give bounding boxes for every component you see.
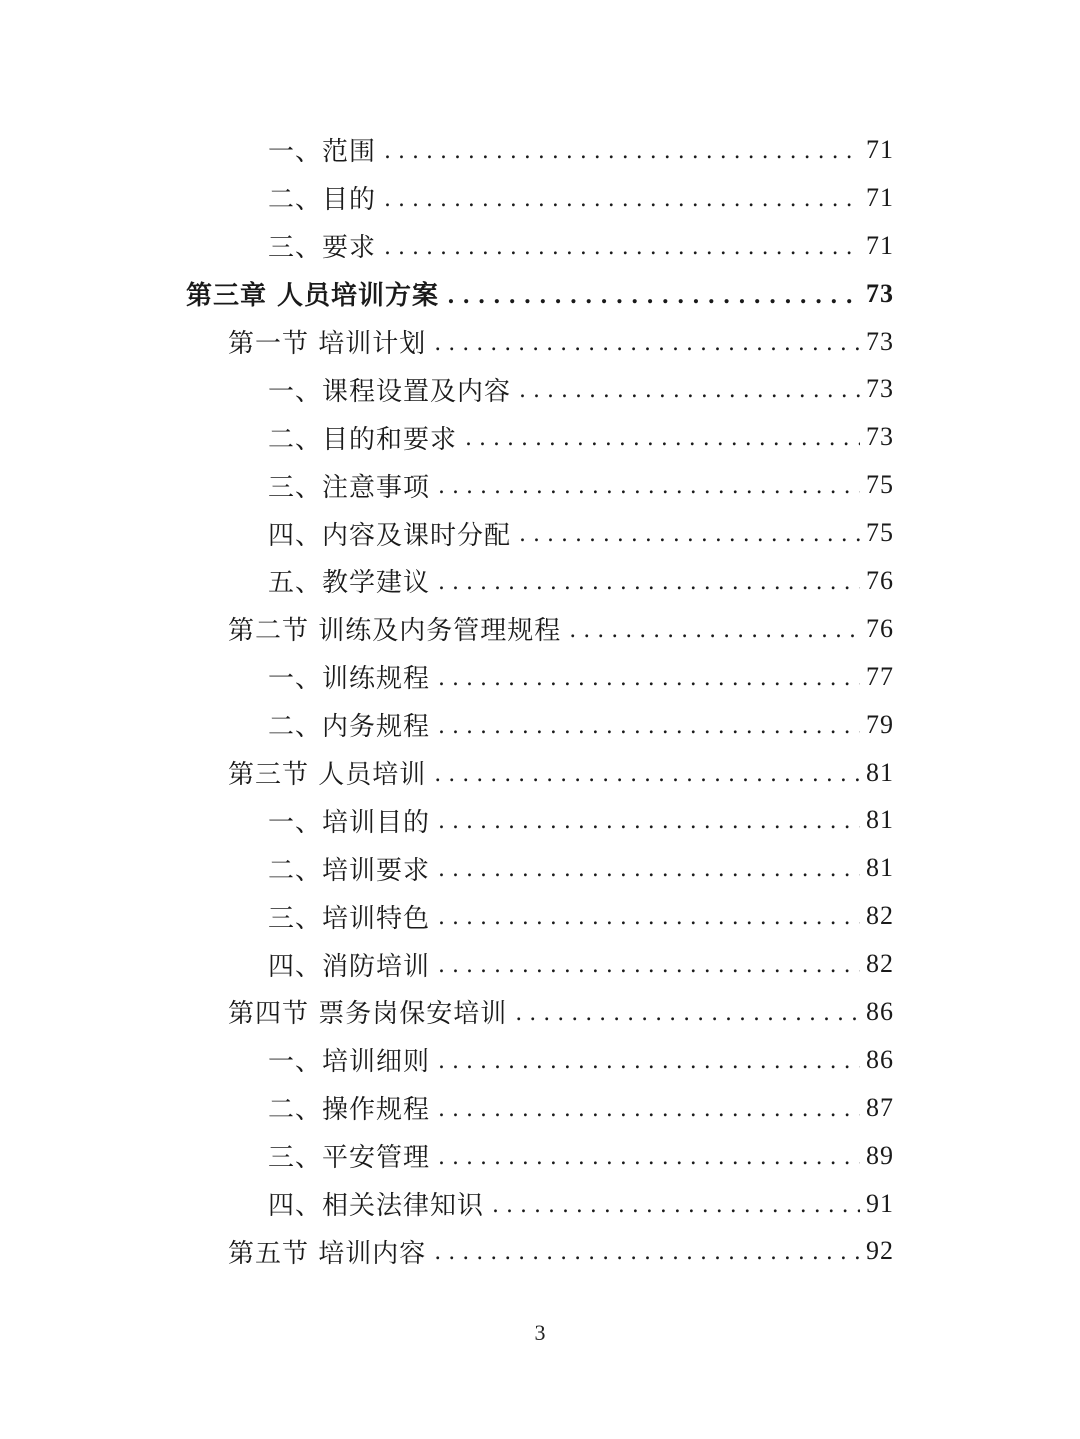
toc-entry-page-number: 91 <box>866 1188 894 1218</box>
toc-subsection-entry[interactable] <box>0 701 1080 749</box>
toc-entry-page-number: 75 <box>866 518 894 548</box>
toc-entry-title: 二、培训要求 <box>268 855 431 886</box>
toc-dot-leader <box>438 955 860 977</box>
toc-dot-leader <box>438 811 860 833</box>
toc-entry-page-number: 86 <box>866 1044 894 1074</box>
toc-subsection-entry[interactable] <box>0 557 1080 605</box>
toc-entry-page-number: 77 <box>866 661 894 691</box>
toc-dot-leader <box>438 859 860 881</box>
toc-dot-leader <box>384 141 860 163</box>
toc-entry-page-number: 92 <box>866 1236 894 1266</box>
toc-entry-title: 三、平安管理 <box>268 1143 431 1174</box>
toc-entry-title: 三、要求 <box>268 233 377 264</box>
toc-entry-title: 五、教学建议 <box>268 568 431 599</box>
toc-section-entry[interactable] <box>0 318 1080 366</box>
toc-subsection-entry[interactable] <box>0 653 1080 701</box>
toc-subsection-entry[interactable] <box>0 940 1080 988</box>
toc-entry-page-number: 73 <box>866 374 894 404</box>
toc-dot-leader <box>465 428 860 450</box>
toc-dot-leader <box>515 1003 860 1025</box>
toc-subsection-entry[interactable] <box>0 1084 1080 1132</box>
toc-section-entry[interactable] <box>0 605 1080 653</box>
toc-entry-page-number: 73 <box>866 278 894 308</box>
toc-dot-leader <box>438 1147 860 1169</box>
toc-entry-title: 二、目的和要求 <box>268 424 458 455</box>
toc-entry-title: 二、目的 <box>268 185 377 216</box>
toc-subsection-entry[interactable] <box>0 174 1080 222</box>
page-number: 3 <box>534 1320 546 1345</box>
toc-entry-page-number: 81 <box>866 757 894 787</box>
toc-entry-title: 四、相关法律知识 <box>268 1191 485 1222</box>
table-of-contents <box>0 126 1080 1275</box>
toc-entry-page-number: 75 <box>866 470 894 500</box>
toc-dot-leader <box>438 1099 860 1121</box>
toc-entry-title: 二、操作规程 <box>268 1095 431 1126</box>
toc-subsection-entry[interactable] <box>0 1180 1080 1228</box>
toc-entry-page-number: 71 <box>866 182 894 212</box>
toc-subsection-entry[interactable] <box>0 1132 1080 1180</box>
toc-entry-page-number: 76 <box>866 565 894 595</box>
toc-entry-page-number: 73 <box>866 326 894 356</box>
toc-dot-leader <box>492 1195 860 1217</box>
toc-entry-title: 第二节 训练及内务管理规程 <box>228 616 562 647</box>
toc-section-entry[interactable] <box>0 749 1080 797</box>
toc-subsection-entry[interactable] <box>0 1036 1080 1084</box>
toc-entry-title: 一、培训细则 <box>268 1047 431 1078</box>
toc-subsection-entry[interactable] <box>0 796 1080 844</box>
toc-entry-title: 一、培训目的 <box>268 807 431 838</box>
toc-entry-page-number: 71 <box>866 134 894 164</box>
toc-chapter-entry[interactable] <box>0 270 1080 318</box>
toc-entry-title: 一、课程设置及内容 <box>268 376 512 407</box>
toc-dot-leader <box>438 476 860 498</box>
toc-dot-leader <box>438 572 860 594</box>
toc-entry-title: 第四节 票务岗保安培训 <box>228 999 508 1030</box>
toc-subsection-entry[interactable] <box>0 892 1080 940</box>
toc-entry-page-number: 82 <box>866 901 894 931</box>
toc-entry-title: 第一节 培训计划 <box>228 329 427 359</box>
toc-entry-page-number: 87 <box>866 1092 894 1122</box>
toc-entry-page-number: 81 <box>866 853 894 883</box>
toc-section-entry[interactable] <box>0 988 1080 1036</box>
toc-subsection-entry[interactable] <box>0 844 1080 892</box>
toc-dot-leader <box>438 1051 860 1073</box>
toc-entry-title: 四、内容及课时分配 <box>268 520 512 551</box>
toc-entry-title: 三、培训特色 <box>268 903 431 934</box>
toc-entry-title: 一、范围 <box>268 137 377 168</box>
toc-subsection-entry[interactable] <box>0 461 1080 509</box>
toc-dot-leader <box>438 716 860 738</box>
toc-dot-leader <box>519 380 860 402</box>
toc-entry-page-number: 82 <box>866 949 894 979</box>
toc-entry-page-number: 79 <box>866 709 894 739</box>
toc-entry-page-number: 76 <box>866 613 894 643</box>
toc-dot-leader <box>384 237 860 259</box>
toc-subsection-entry[interactable] <box>0 126 1080 174</box>
toc-dot-leader <box>434 333 860 355</box>
toc-entry-page-number: 89 <box>866 1140 894 1170</box>
toc-dot-leader <box>434 764 860 786</box>
toc-entry-title: 四、消防培训 <box>268 951 431 982</box>
toc-entry-title: 一、训练规程 <box>268 664 431 695</box>
toc-entry-title: 二、内务规程 <box>268 712 431 743</box>
toc-entry-page-number: 86 <box>866 996 894 1026</box>
toc-dot-leader <box>519 524 860 546</box>
toc-entry-page-number: 81 <box>866 805 894 835</box>
toc-entry-title: 第三章 人员培训方案 <box>186 281 440 312</box>
toc-subsection-entry[interactable] <box>0 222 1080 270</box>
toc-section-entry[interactable] <box>0 1227 1080 1275</box>
toc-entry-page-number: 71 <box>866 230 894 260</box>
toc-subsection-entry[interactable] <box>0 509 1080 557</box>
toc-dot-leader <box>569 620 860 642</box>
toc-dot-leader <box>384 189 860 211</box>
toc-dot-leader <box>438 907 860 929</box>
toc-entry-title: 三、注意事项 <box>268 472 431 503</box>
toc-entry-title: 第五节 培训内容 <box>228 1238 427 1269</box>
toc-entry-page-number: 73 <box>866 422 894 452</box>
toc-subsection-entry[interactable] <box>0 365 1080 413</box>
toc-dot-leader <box>438 668 860 690</box>
toc-entry-title: 第三节 人员培训 <box>228 760 427 791</box>
toc-dot-leader <box>447 285 860 307</box>
toc-subsection-entry[interactable] <box>0 413 1080 461</box>
toc-dot-leader <box>434 1242 860 1264</box>
